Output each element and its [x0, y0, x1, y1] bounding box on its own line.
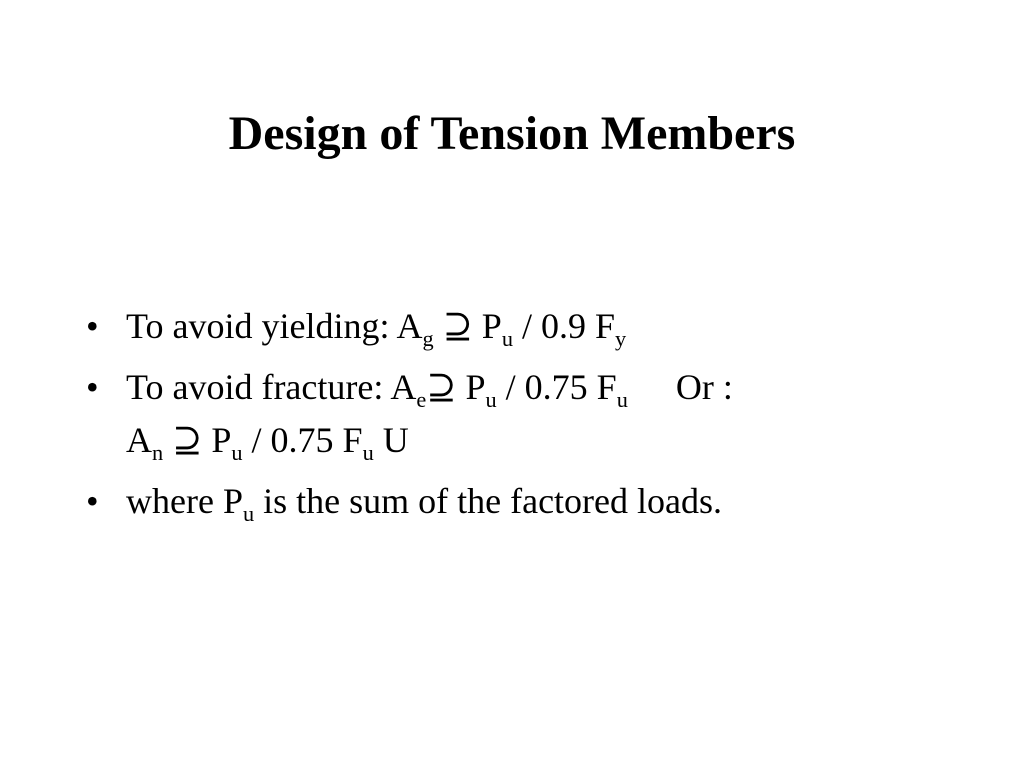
area-subscript: g	[422, 325, 434, 351]
load-subscript: u	[242, 500, 255, 526]
load-symbol: P	[222, 481, 243, 521]
load-symbol: P	[465, 367, 486, 407]
load-subscript: u	[485, 386, 497, 412]
bullet-list	[86, 300, 906, 536]
bullet-definition	[86, 475, 906, 528]
bullet-fracture	[86, 361, 906, 467]
bullet-dot-icon: •	[86, 481, 99, 521]
or-text: Or :	[675, 367, 733, 407]
superset-symbol: ⊇	[426, 367, 457, 407]
definition-text: is the sum of the factored loads.	[254, 481, 723, 521]
stress-subscript: u	[362, 439, 374, 465]
bullet-dot-icon: •	[86, 367, 99, 407]
load-subscript: u	[231, 439, 243, 465]
area-symbol: A	[396, 306, 423, 346]
slide-title: Design of Tension Members	[228, 107, 796, 160]
net-area-symbol: A	[126, 420, 152, 460]
stress-symbol: F	[596, 367, 617, 407]
stress-subscript: y	[615, 325, 627, 351]
net-area-subscript: n	[152, 439, 164, 465]
bullet-lead-text: To avoid fracture:	[126, 367, 391, 407]
stress-symbol: F	[342, 420, 363, 460]
bullet-dot-icon: •	[86, 306, 99, 346]
area-symbol: A	[390, 367, 417, 407]
bullet-yielding	[86, 300, 906, 353]
load-symbol: P	[211, 420, 232, 460]
superset-symbol: ⊇	[442, 306, 473, 346]
load-symbol: P	[481, 306, 502, 346]
stress-symbol: F	[595, 306, 616, 346]
bullet-lead-text: where	[126, 481, 223, 521]
load-subscript: u	[501, 325, 513, 351]
divisor-text: / 0.75	[242, 420, 343, 460]
bullet-lead-text: To avoid yielding:	[126, 306, 397, 346]
area-subscript: e	[416, 386, 427, 412]
superset-symbol: ⊇	[172, 420, 203, 460]
stress-subscript: u	[616, 386, 628, 412]
shear-lag-factor: U	[373, 420, 409, 460]
divisor-text: / 0.9	[512, 306, 595, 346]
divisor-text: / 0.75	[496, 367, 597, 407]
